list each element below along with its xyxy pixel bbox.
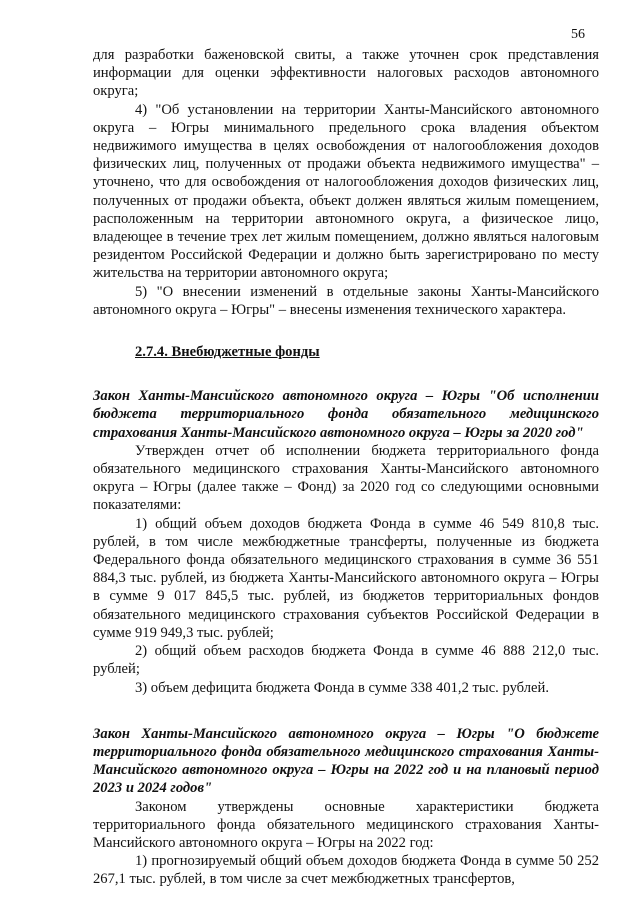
paragraph-expenditure: 2) общий объем расходов бюджета Фонда в сумме 46 888 212,0 тыс. рублей;	[93, 643, 599, 678]
paragraph-report-approved: Утвержден отчет об исполнении бюджета территориального фонда обязательного медицинского страхования Ханты-Мансийского автономного округа – Югры (далее также – Фонд) за 2020 год со следующими основными показателями:	[93, 442, 599, 514]
paragraph-deficit: 3) объем дефицита бюджета Фонда в сумме 338 401,2 тыс. рублей.	[135, 679, 549, 696]
law-title-budget-2022: Закон Ханты-Мансийского автономного округа – Югры "О бюджете территориального фонда обязательного медицинского страхования Ханты-Мансийского автономного округа – Югры на 2022 год и на плановый период 2023 и 2024 годов"	[93, 725, 599, 797]
page-body	[93, 46, 599, 889]
section-heading: 2.7.4. Внебюджетные фонды	[135, 344, 320, 361]
paragraph-revenue: 1) общий объем доходов бюджета Фонда в сумме 46 549 810,8 тыс. рублей, в том числе межбюджетные трансферты, полученные из бюджета Федерального фонда обязательного медицинского страхования в сумме 36 551 884,3 тыс. рублей, из бюджета Ханты-Мансийского автономного округа – Югры в сумме 9 017 845,5 тыс. рублей, из бюджетов территориальных фондов обязательного медицинского страхования субъектов Российской Федерации в сумме 919 949,3 тыс. рублей;	[93, 515, 599, 641]
paragraph-item-4: 4) "Об установлении на территории Ханты-Мансийского автономного округа – Югры минимального предельного срока владения объектом недвижимого имущества в целях освобождения от налогообложения доходов физических лиц, полученных от продажи объекта недвижимого имущества" – уточнено, что для освобождения от налогообложения доходов физических лиц, полученных от продажи объекта, объект должен являться жилым помещением, расположенным на территории автономного округа, а физическое лицо, владеющее в течение трех лет жилым помещением, должно являться налоговым резидентом Российской Федерации и должно быть зарегистрировано по месту жительства на территории автономного округа;	[93, 101, 599, 282]
paragraph-item-5: 5) "О внесении изменений в отдельные законы Ханты-Мансийского автономного округа – Югры" – внесены изменения технического характера.	[93, 283, 599, 318]
page-number: 56	[571, 27, 585, 42]
paragraph-forecast-revenue: 1) прогнозируемый общий объем доходов бюджета Фонда в сумме 50 252 267,1 тыс. рублей, в том числе за счет межбюджетных трансфертов,	[93, 853, 599, 888]
spacer	[93, 697, 599, 725]
law-title-execution-2020: Закон Ханты-Мансийского автономного округа – Югры "Об исполнении бюджета территориального фонда обязательного медицинского страхования Ханты-Мансийского автономного округа – Югры за 2020 год"	[93, 388, 599, 441]
paragraph-characteristics: Законом утверждены основные характеристики бюджета территориального фонда обязательного медицинского страхования Ханты-Мансийского автономного округа – Югры на 2022 год:	[93, 798, 599, 851]
paragraph-continuation: для разработки баженовской свиты, а также уточнен срок представления информации для оценки эффективности налоговых расходов автономного округа;	[93, 47, 599, 100]
